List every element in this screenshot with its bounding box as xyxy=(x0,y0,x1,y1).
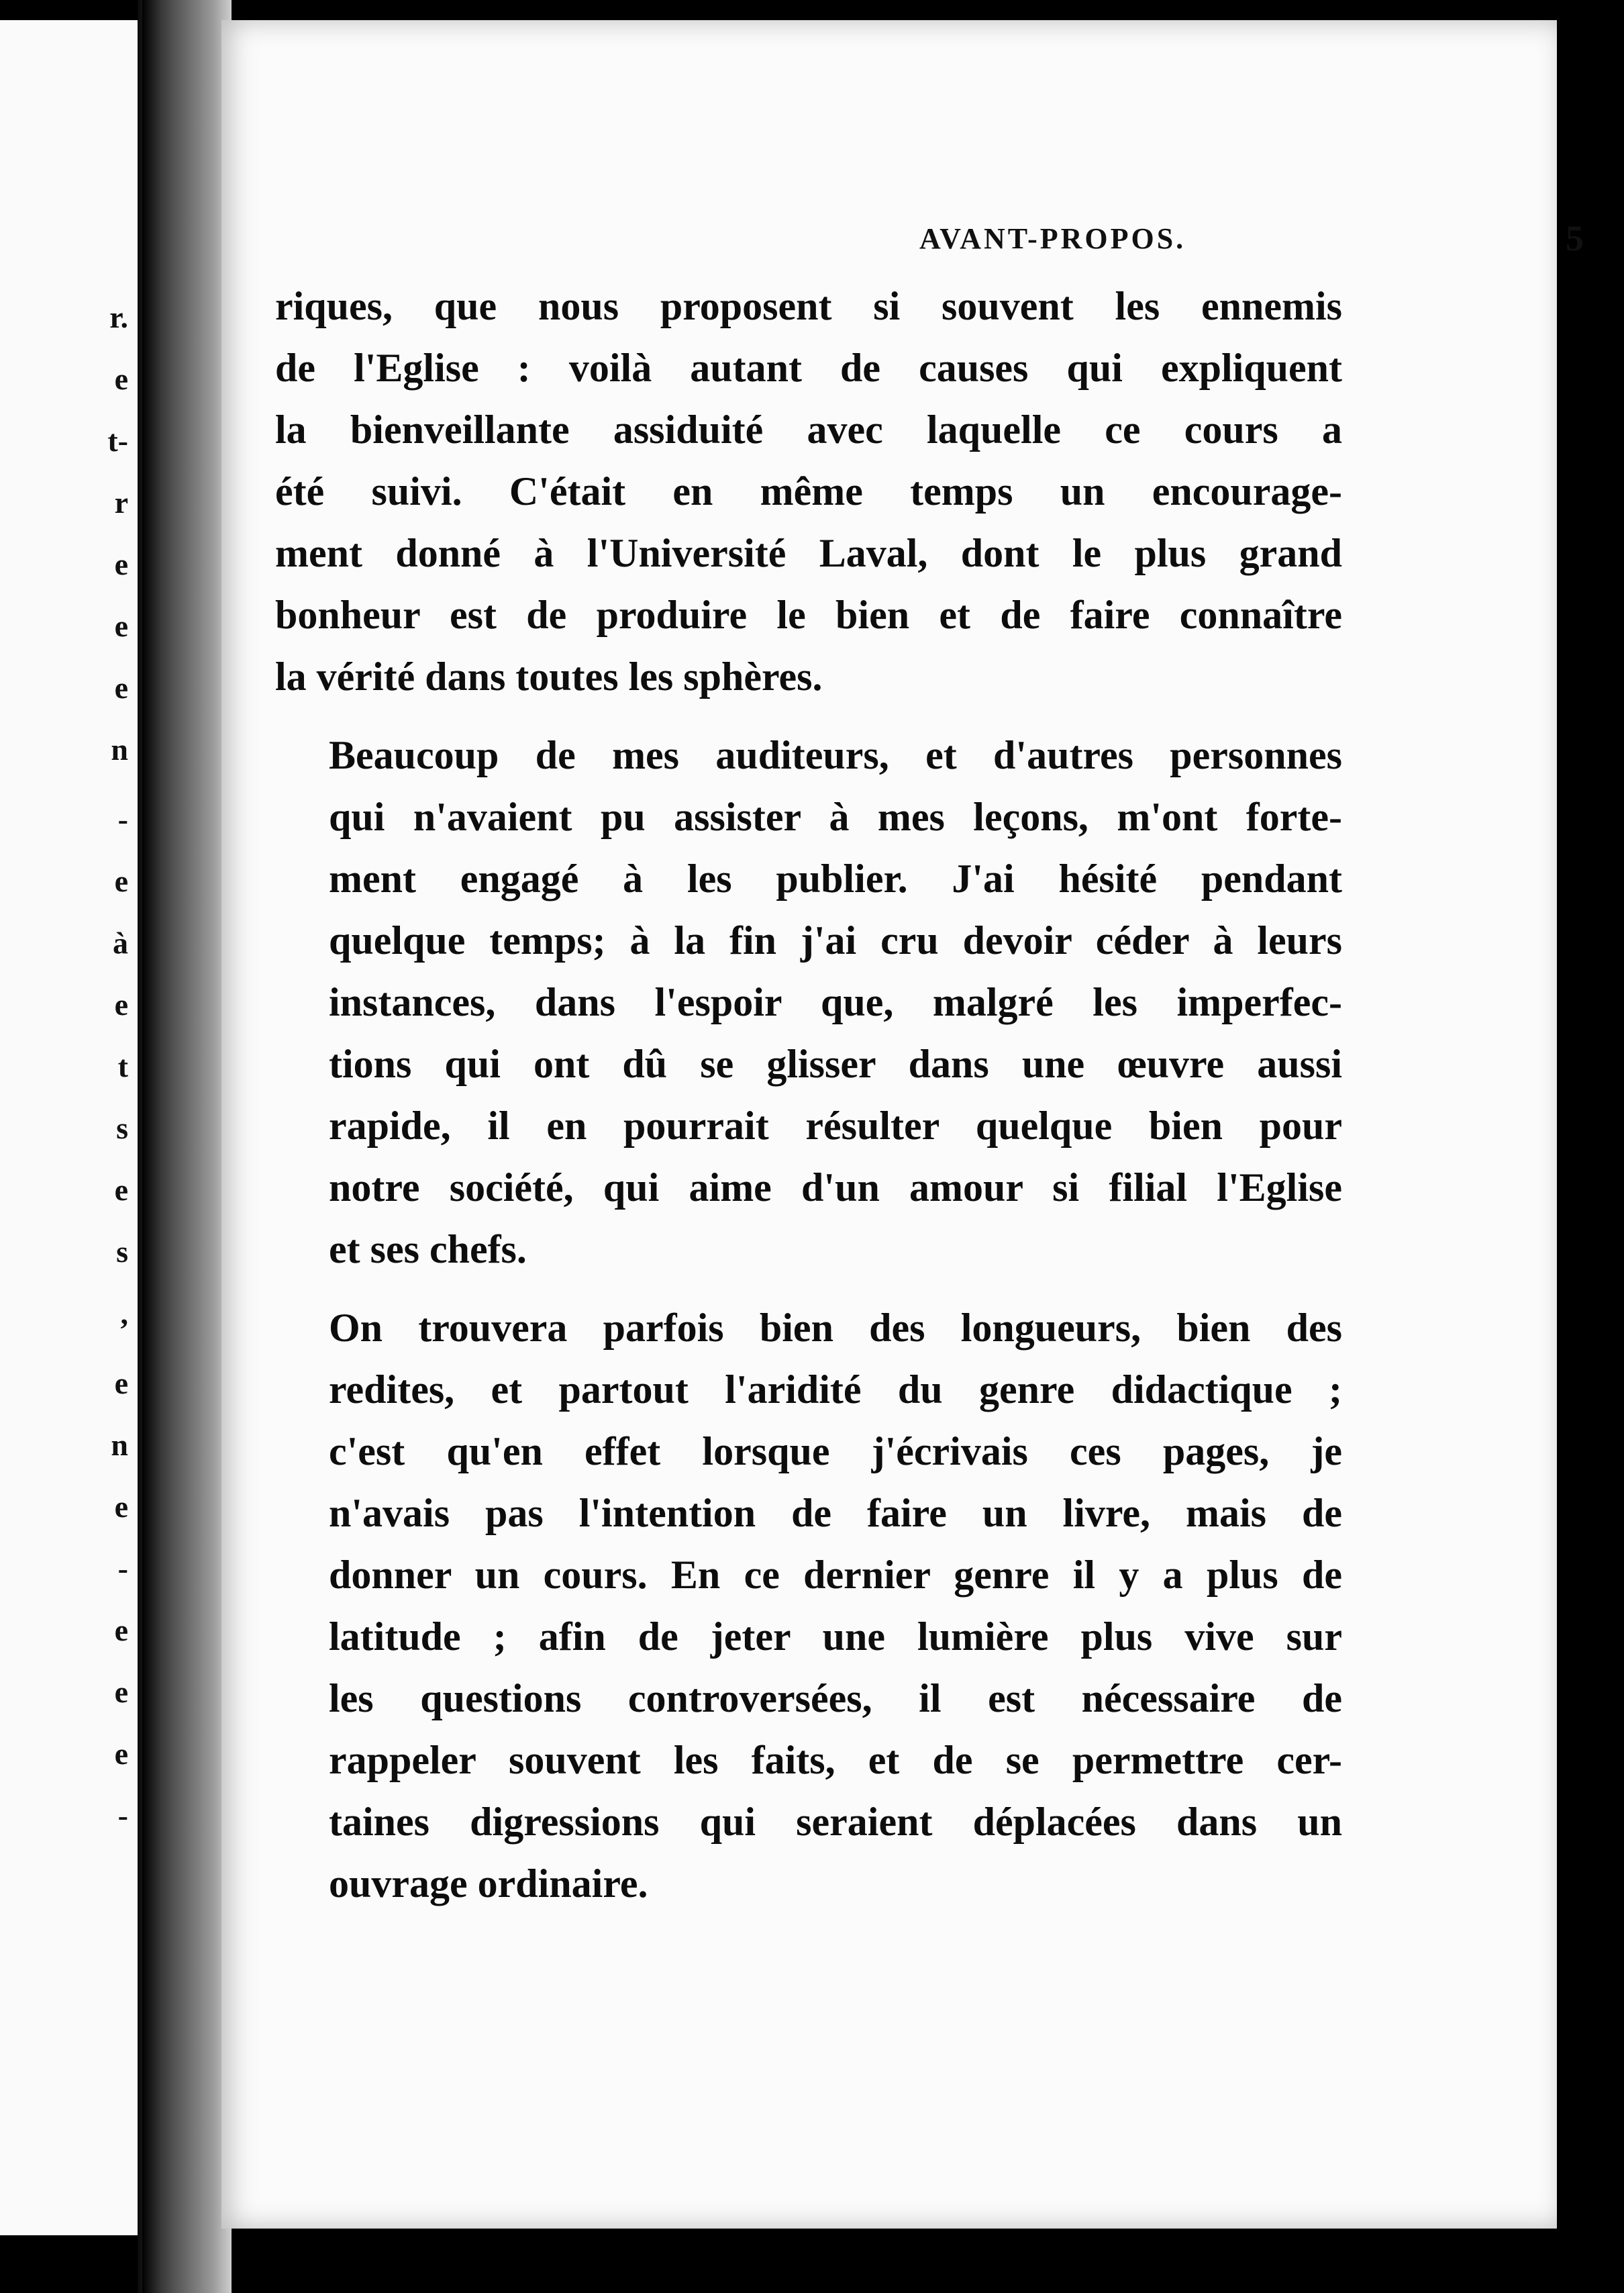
previous-page-char: e xyxy=(114,1675,128,1709)
running-title: AVANT-PROPOS. xyxy=(919,222,1186,255)
paragraph xyxy=(275,1297,1342,1914)
text-line: ouvrage ordinaire. xyxy=(329,1861,648,1906)
previous-page-char: t xyxy=(117,1049,128,1083)
text-line: été suivi. C'était en même temps un encourage- xyxy=(275,469,1342,514)
text-line: qui n'avaient pu assister à mes leçons, m'ont forte- xyxy=(329,795,1342,839)
text-line: n'avais pas l'intention de faire un livre, mais de xyxy=(329,1491,1342,1535)
previous-page-char: e xyxy=(114,1173,128,1207)
previous-page-char: e xyxy=(114,547,128,581)
previous-page-char: e xyxy=(114,1737,128,1771)
previous-page-char: n xyxy=(111,1428,128,1462)
previous-page-char: à xyxy=(113,926,128,960)
text-line: et ses chefs. xyxy=(329,1227,527,1271)
text-line: quelque temps; à la fin j'ai cru devoir céder à leurs xyxy=(329,918,1342,963)
previous-page-char: r. xyxy=(109,300,128,334)
previous-page-char: - xyxy=(117,802,128,836)
text-line: c'est qu'en effet lorsque j'écrivais ces pages, je xyxy=(329,1429,1342,1473)
text-line: riques, que nous proposent si souvent les ennemis xyxy=(275,284,1342,328)
text-line: donner un cours. En ce dernier genre il y a plus de xyxy=(329,1553,1342,1597)
text-line: ment engagé à les publier. J'ai hésité pendant xyxy=(329,857,1342,901)
previous-page-char: e xyxy=(114,1366,128,1400)
previous-page-char: t- xyxy=(107,424,128,458)
text-line: Beaucoup de mes auditeurs, et d'autres personnes xyxy=(329,733,1342,777)
text-line: notre société, qui aime d'un amour si filial l'Eglise xyxy=(329,1165,1342,1210)
previous-page-char: e xyxy=(114,987,128,1022)
previous-page-char: s xyxy=(116,1234,128,1269)
text-line: tions qui ont dû se glisser dans une œuvre aussi xyxy=(329,1042,1342,1086)
gutter-edge xyxy=(142,0,162,2293)
previous-page-char: - xyxy=(117,1551,128,1585)
previous-page-char: e xyxy=(114,671,128,705)
previous-page-char: e xyxy=(114,1490,128,1524)
text-line: rappeler souvent les faits, et de se permettre cer- xyxy=(329,1738,1342,1782)
text-line: redites, et partout l'aridité du genre didactique ; xyxy=(329,1367,1342,1412)
text-line: les questions controversées, il est nécessaire de xyxy=(329,1676,1342,1720)
previous-page-line-endings xyxy=(0,20,138,2235)
previous-page-char: r xyxy=(114,485,128,520)
previous-page-edge xyxy=(0,20,138,2235)
text-line: instances, dans l'espoir que, malgré les imperfec- xyxy=(329,980,1342,1024)
previous-page-char: n xyxy=(111,732,128,767)
text-line: taines digressions qui seraient déplacées dans un xyxy=(329,1800,1342,1844)
body-text xyxy=(275,275,1342,1931)
text-line: rapide, il en pourrait résulter quelque bien pour xyxy=(329,1104,1342,1148)
paragraph xyxy=(275,724,1342,1280)
previous-page-char: , xyxy=(120,1296,128,1330)
text-line: On trouvera parfois bien des longueurs, bien des xyxy=(329,1306,1342,1350)
previous-page-char: e xyxy=(114,1613,128,1647)
previous-page-char: s xyxy=(116,1111,128,1145)
previous-page-char: - xyxy=(117,1798,128,1833)
text-line: latitude ; afin de jeter une lumière plus vive sur xyxy=(329,1614,1342,1659)
previous-page-char: e xyxy=(114,362,128,396)
text-line: la vérité dans toutes les sphères. xyxy=(275,654,823,699)
text-line: la bienveillante assiduité avec laquelle ce cours a xyxy=(275,407,1342,452)
text-line: bonheur est de produire le bien et de faire connaître xyxy=(275,593,1342,637)
paragraph xyxy=(275,275,1342,708)
previous-page-char: e xyxy=(114,864,128,898)
text-line: ment donné à l'Université Laval, dont le plus grand xyxy=(275,531,1342,575)
page-number: 5 xyxy=(1566,218,1584,258)
previous-page-char: e xyxy=(114,609,128,643)
page-header xyxy=(919,218,1624,262)
text-line: de l'Eglise : voilà autant de causes qui expliquent xyxy=(275,346,1342,390)
